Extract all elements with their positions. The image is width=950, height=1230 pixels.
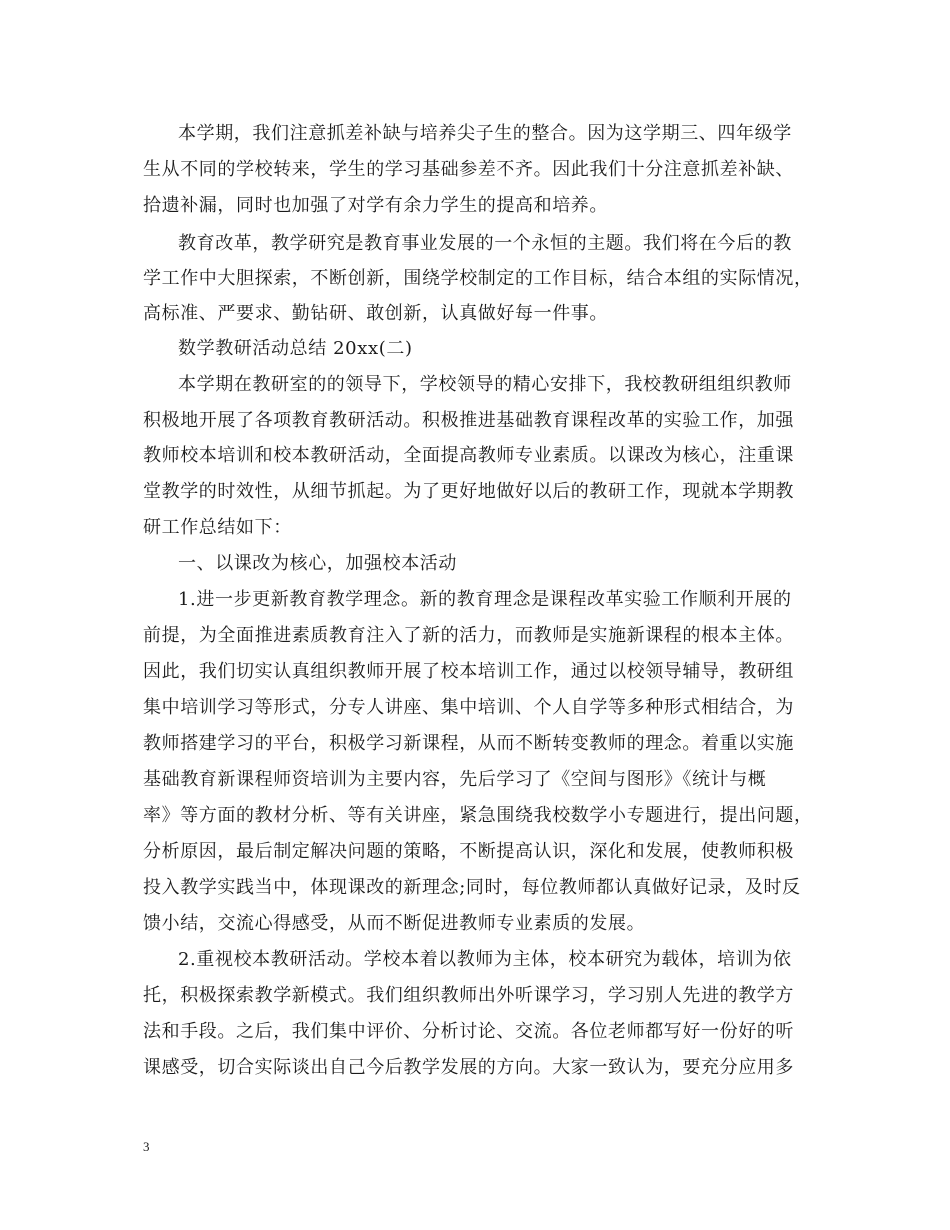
paragraph-line: 生从不同的学校转来，学生的学习基础参差不齐。因此我们十分注意抓差补缺、 [143,159,794,180]
paragraph-line: 拾遗补漏，同时也加强了对学有余力学生的提高和培养。 [143,195,608,216]
section-heading: 数学教研活动总结 20xx(二) [178,338,413,359]
paragraph-line: 前提，为全面推进素质教育注入了新的活力，而教师是实施新课程的根本主体。 [143,625,794,646]
paragraph-line: 法和手段。之后，我们集中评价、分析讨论、交流。各位老师都写好一份好的听 [143,1021,794,1042]
paragraph-line: 因此，我们切实认真组织教师开展了校本培训工作，通过以校领导辅导，教研组 [143,661,794,682]
paragraph-line: 馈小结，交流心得感受，从而不断促进教师专业素质的发展。 [143,913,646,934]
paragraph-line: 2.重视校本教研活动。学校本着以教师为主体，校本研究为载体，培训为依 [178,949,792,970]
paragraph-line: 堂教学的时效性，从细节抓起。为了更好地做好以后的教研工作，现就本学期教 [143,481,794,502]
paragraph-line: 课感受，切合实际谈出自己今后教学发展的方向。大家一致认为，要充分应用多 [143,1057,794,1078]
section-heading: 一、以课改为核心，加强校本活动 [178,553,457,574]
paragraph-line: 分析原因，最后制定解决问题的策略，不断提高认识，深化和发展，使教师积极 [143,841,794,862]
paragraph-line: 研工作总结如下： [143,517,292,538]
paragraph-line: 投入教学实践当中，体现课改的新理念;同时，每位教师都认真做好记录，及时反 [143,877,801,898]
paragraph-line: 学工作中大胆探索，不断创新，围绕学校制定的工作目标，结合本组的实际情况， [143,268,813,289]
paragraph-line: 1.进一步更新教育教学理念。新的教育理念是课程改革实验工作顺利开展的 [178,589,792,610]
paragraph-line: 托，积极探索教学新模式。我们组织教师出外听课学习，学习别人先进的教学方 [143,985,794,1006]
paragraph-line: 基础教育新课程师资培训为主要内容，先后学习了《空间与图形》《统计与概 [143,769,767,790]
paragraph-line: 教师搭建学习的平台，积极学习新课程，从而不断转变教师的理念。着重以实施 [143,733,794,754]
paragraph-line: 高标准、严要求、勤钻研、敢创新，认真做好每一件事。 [143,303,608,324]
paragraph-line: 本学期，我们注意抓差补缺与培养尖子生的整合。因为这学期三、四年级学 [178,123,792,144]
paragraph-line: 积极地开展了各项教育教研活动。积极推进基础教育课程改革的实验工作，加强 [143,410,794,431]
paragraph-line: 教育改革，教学研究是教育事业发展的一个永恒的主题。我们将在今后的教 [178,233,792,254]
paragraph-line: 率》等方面的教材分析、等有关讲座，紧急围绕我校数学小专题进行，提出问题， [143,805,813,826]
paragraph-line: 集中培训学习等形式，分专人讲座、集中培训、个人自学等多种形式相结合，为 [143,697,794,718]
page-number: 3 [143,1139,150,1154]
paragraph-line: 教师校本培训和校本教研活动，全面提高教师专业素质。以课改为核心，注重课 [143,445,794,466]
paragraph-line: 本学期在教研室的的领导下，学校领导的精心安排下，我校教研组组织教师 [178,374,792,395]
